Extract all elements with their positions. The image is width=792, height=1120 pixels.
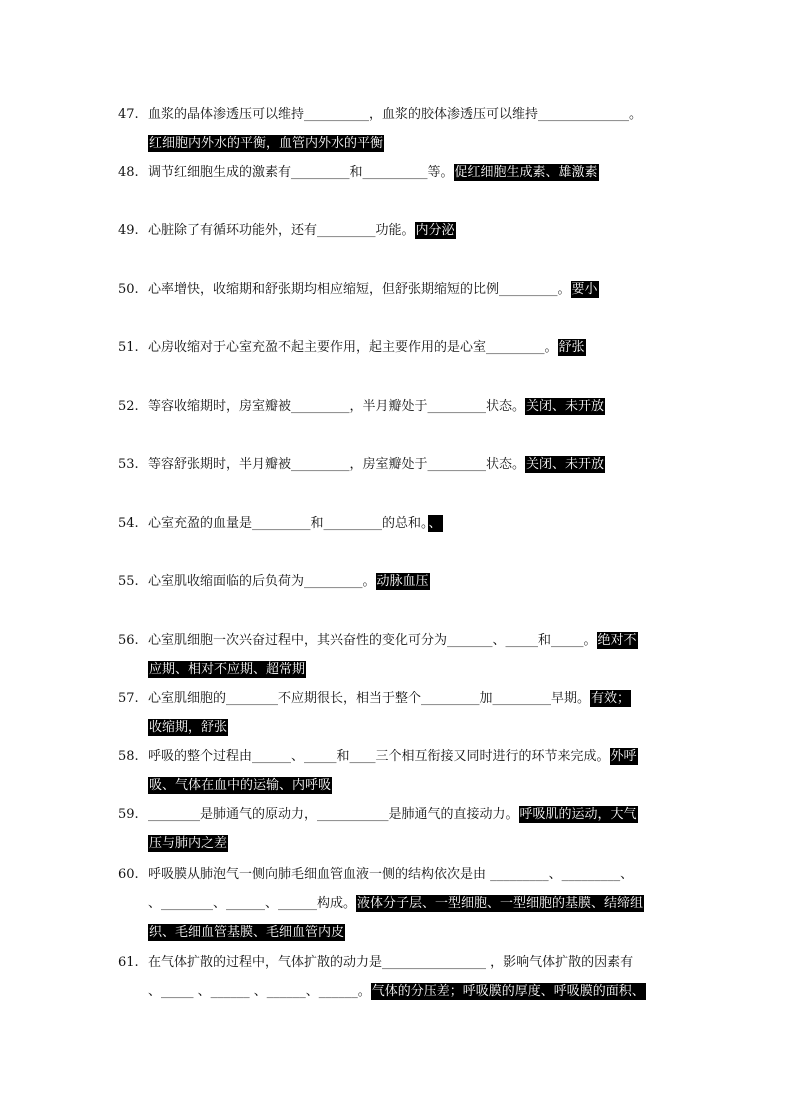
question-text: 呼吸的整个过程由______、_____和____三个相互衔接又同时进行的环节来完成。外呼 [148,749,637,764]
answer-text: 有效； [591,691,631,706]
answer-text: 吸、气体在血中的运输、内呼吸 [149,778,332,793]
question-text: 、_____ 、______ 、______、______。气体的分压差；呼吸膜的厚度、呼吸膜的面积、 [148,984,645,999]
question-text: 等容收缩期时，房室瓣被_________，半月瓣处于_________状态。关闭、未开放 [148,399,605,414]
answer-text: 、 [428,516,442,531]
question-number: 49. [118,223,139,238]
question-number: 59. [118,807,139,822]
question-number: 56. [118,633,139,648]
answer-text: 应期、相对不应期、超常期 [149,662,306,677]
question-number: 51. [118,340,139,355]
answer-text: 收缩期，舒张 [149,720,228,735]
answer-text: 绝对不 [597,633,637,648]
question-text: 在气体扩散的过程中，气体扩散的动力是________________ ，影响气体扩散的因素有 [148,955,634,970]
question-text: 呼吸膜从肺泡气一侧向肺毛细血管血液一侧的结构依次是由 _________、_________、 [148,867,634,882]
question-text: 、________、______、______构成。液体分子层、一型细胞、一型细胞的基膜、结缔组 [148,896,644,911]
answer-text: 关闭、未开放 [526,399,605,414]
question-text: 血浆的晶体渗透压可以维持__________，血浆的胶体渗透压可以维持______________。 [148,107,643,122]
answer-text: 压与肺内之差 [149,836,228,851]
question-text: ________是肺通气的原动力，___________是肺通气的直接动力。呼吸肌的运动，大气 [148,807,637,822]
answer-text: 织、毛细血管基膜、毛细血管内皮 [149,925,345,940]
question-text: 心室充盈的血量是_________和_________的总和。、 [148,516,442,531]
answer-text: 外呼 [610,749,637,764]
answer-text: 气体的分压差；呼吸膜的厚度、呼吸膜的面积、 [371,984,645,999]
question-text: 心脏除了有循环功能外，还有_________功能。内分泌 [148,223,455,238]
question-text: 等容舒张期时，半月瓣被_________，房室瓣处于_________状态。关闭、未开放 [148,457,605,472]
question-number: 47. [118,107,139,122]
answer-text: 关闭、未开放 [526,457,605,472]
question-text: 心室肌细胞的________不应期很长，相当于整个_________加_________早期。有效； [148,691,631,706]
question-text: 心率增快，收缩期和舒张期均相应缩短，但舒张期缩短的比例_________。要小 [148,282,598,297]
question-number: 55. [118,574,139,589]
answer-text: 内分泌 [415,223,455,238]
question-text: 心室肌收缩面临的后负荷为_________。动脉血压 [148,574,429,589]
answer-text: 呼吸肌的运动，大气 [519,807,637,822]
question-number: 60. [118,867,139,882]
answer-text: 促红细胞生成素、雄激素 [454,165,598,180]
question-number: 53. [118,457,139,472]
answer-text: 舒张 [558,340,585,355]
question-number: 54. [118,516,139,531]
question-text: 调节红细胞生成的激素有_________和__________等。促红细胞生成素、雄激素 [148,165,598,180]
answer-text: 液体分子层、一型细胞、一型细胞的基膜、结缔组 [357,896,644,911]
question-text: 心室肌细胞一次兴奋过程中，其兴奋性的变化可分为_______、_____和_____。绝对不 [148,633,637,648]
answer-text: 动脉血压 [376,574,429,589]
question-number: 52. [118,399,139,414]
question-number: 50. [118,282,139,297]
question-number: 48. [118,165,139,180]
question-number: 61. [118,955,139,970]
question-text: 心房收缩对于心室充盈不起主要作用，起主要作用的是心室_________。舒张 [148,340,585,355]
answer-text: 要小 [571,282,598,297]
answer-text: 红细胞内外水的平衡，血管内外水的平衡 [149,136,384,151]
question-number: 58. [118,749,139,764]
question-number: 57. [118,691,139,706]
